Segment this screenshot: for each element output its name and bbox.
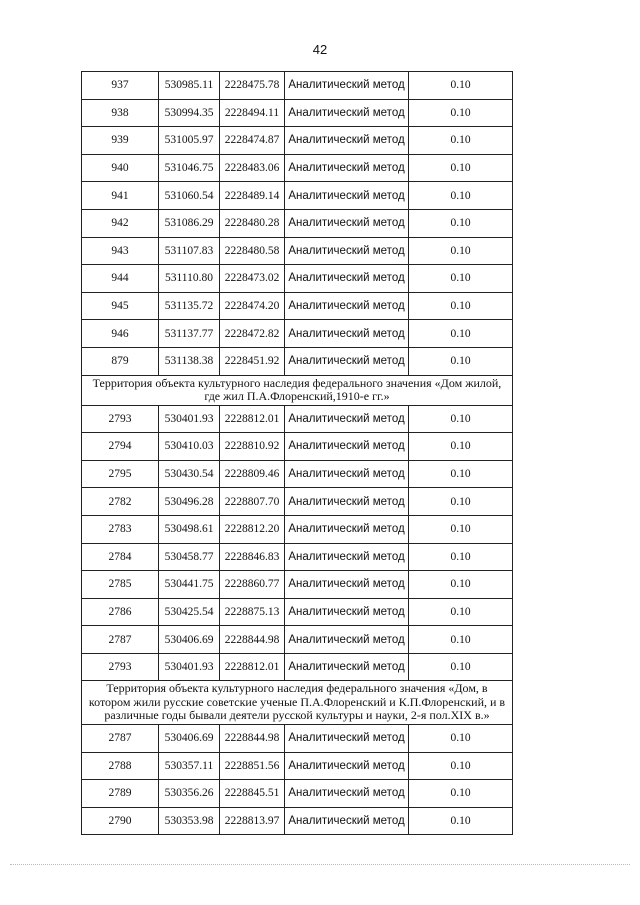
x-coordinate-cell: 530994.35: [159, 99, 220, 127]
y-coordinate-cell: 2228812.01: [220, 405, 285, 433]
table-row: [82, 598, 513, 626]
accuracy-cell: 0.10: [409, 99, 513, 127]
footer-scan-artifact: [10, 864, 630, 867]
point-number-cell: 2790: [82, 807, 159, 835]
y-coordinate-cell: 2228489.14: [220, 182, 285, 210]
y-coordinate-cell: 2228844.98: [220, 724, 285, 752]
point-number-cell: 937: [82, 72, 159, 100]
point-number-cell: 2787: [82, 724, 159, 752]
accuracy-cell: 0.10: [409, 265, 513, 293]
table-row: [82, 405, 513, 433]
table-row: [82, 571, 513, 599]
accuracy-cell: 0.10: [409, 320, 513, 348]
method-cell: Аналитический метод: [285, 292, 409, 320]
point-number-cell: 2793: [82, 405, 159, 433]
table-row: [82, 320, 513, 348]
x-coordinate-cell: 530406.69: [159, 626, 220, 654]
accuracy-cell: 0.10: [409, 598, 513, 626]
point-number-cell: 2795: [82, 460, 159, 488]
method-cell: Аналитический метод: [285, 320, 409, 348]
accuracy-cell: 0.10: [409, 292, 513, 320]
method-cell: Аналитический метод: [285, 99, 409, 127]
table-row: [82, 265, 513, 293]
method-cell: Аналитический метод: [285, 460, 409, 488]
method-cell: Аналитический метод: [285, 807, 409, 835]
x-coordinate-cell: 531137.77: [159, 320, 220, 348]
point-number-cell: 2787: [82, 626, 159, 654]
x-coordinate-cell: 531046.75: [159, 154, 220, 182]
x-coordinate-cell: 531138.38: [159, 347, 220, 375]
point-number-cell: 2784: [82, 543, 159, 571]
method-cell: Аналитический метод: [285, 72, 409, 100]
accuracy-cell: 0.10: [409, 752, 513, 780]
point-number-cell: 939: [82, 127, 159, 155]
table-row: [82, 515, 513, 543]
method-cell: Аналитический метод: [285, 780, 409, 808]
table-row: [82, 127, 513, 155]
coordinates-table: [81, 71, 513, 835]
method-cell: Аналитический метод: [285, 265, 409, 293]
x-coordinate-cell: 531107.83: [159, 237, 220, 265]
point-number-cell: 946: [82, 320, 159, 348]
point-number-cell: 944: [82, 265, 159, 293]
y-coordinate-cell: 2228475.78: [220, 72, 285, 100]
point-number-cell: 2788: [82, 752, 159, 780]
accuracy-cell: 0.10: [409, 626, 513, 654]
table-row: [82, 182, 513, 210]
y-coordinate-cell: 2228845.51: [220, 780, 285, 808]
accuracy-cell: 0.10: [409, 460, 513, 488]
x-coordinate-cell: 531060.54: [159, 182, 220, 210]
y-coordinate-cell: 2228846.83: [220, 543, 285, 571]
point-number-cell: 2794: [82, 433, 159, 461]
x-coordinate-cell: 530401.93: [159, 405, 220, 433]
point-number-cell: 2793: [82, 653, 159, 681]
table-row: [82, 433, 513, 461]
y-coordinate-cell: 2228875.13: [220, 598, 285, 626]
y-coordinate-cell: 2228813.97: [220, 807, 285, 835]
accuracy-cell: 0.10: [409, 127, 513, 155]
table-row: [82, 807, 513, 835]
accuracy-cell: 0.10: [409, 433, 513, 461]
method-cell: Аналитический метод: [285, 237, 409, 265]
method-cell: Аналитический метод: [285, 433, 409, 461]
point-number-cell: 940: [82, 154, 159, 182]
method-cell: Аналитический метод: [285, 127, 409, 155]
accuracy-cell: 0.10: [409, 724, 513, 752]
section-heading: Территория объекта культурного наследия федерального значения «Дом жилой, где жил П.А.Флоренский,1910-е гг.»: [82, 375, 513, 405]
accuracy-cell: 0.10: [409, 515, 513, 543]
x-coordinate-cell: 530441.75: [159, 571, 220, 599]
x-coordinate-cell: 530357.11: [159, 752, 220, 780]
y-coordinate-cell: 2228851.56: [220, 752, 285, 780]
method-cell: Аналитический метод: [285, 515, 409, 543]
accuracy-cell: 0.10: [409, 488, 513, 516]
accuracy-cell: 0.10: [409, 72, 513, 100]
accuracy-cell: 0.10: [409, 571, 513, 599]
accuracy-cell: 0.10: [409, 209, 513, 237]
point-number-cell: 2789: [82, 780, 159, 808]
point-number-cell: 2783: [82, 515, 159, 543]
table-row: [82, 626, 513, 654]
table-row: [82, 653, 513, 681]
y-coordinate-cell: 2228807.70: [220, 488, 285, 516]
coordinates-table-body: [82, 72, 513, 835]
point-number-cell: 2786: [82, 598, 159, 626]
accuracy-cell: 0.10: [409, 237, 513, 265]
y-coordinate-cell: 2228451.92: [220, 347, 285, 375]
table-row: [82, 543, 513, 571]
y-coordinate-cell: 2228483.06: [220, 154, 285, 182]
table-row: [82, 724, 513, 752]
table-row: [82, 488, 513, 516]
method-cell: Аналитический метод: [285, 347, 409, 375]
y-coordinate-cell: 2228812.01: [220, 653, 285, 681]
section-heading-row: [82, 681, 513, 725]
point-number-cell: 943: [82, 237, 159, 265]
table-row: [82, 292, 513, 320]
y-coordinate-cell: 2228844.98: [220, 626, 285, 654]
accuracy-cell: 0.10: [409, 405, 513, 433]
method-cell: Аналитический метод: [285, 626, 409, 654]
point-number-cell: 945: [82, 292, 159, 320]
method-cell: Аналитический метод: [285, 598, 409, 626]
y-coordinate-cell: 2228473.02: [220, 265, 285, 293]
method-cell: Аналитический метод: [285, 488, 409, 516]
x-coordinate-cell: 530353.98: [159, 807, 220, 835]
table-row: [82, 154, 513, 182]
section-heading-row: [82, 375, 513, 405]
x-coordinate-cell: 530985.11: [159, 72, 220, 100]
x-coordinate-cell: 530458.77: [159, 543, 220, 571]
y-coordinate-cell: 2228474.20: [220, 292, 285, 320]
table-row: [82, 347, 513, 375]
x-coordinate-cell: 530425.54: [159, 598, 220, 626]
method-cell: Аналитический метод: [285, 209, 409, 237]
y-coordinate-cell: 2228812.20: [220, 515, 285, 543]
point-number-cell: 942: [82, 209, 159, 237]
accuracy-cell: 0.10: [409, 807, 513, 835]
x-coordinate-cell: 530498.61: [159, 515, 220, 543]
table-row: [82, 99, 513, 127]
point-number-cell: 2782: [82, 488, 159, 516]
x-coordinate-cell: 531005.97: [159, 127, 220, 155]
x-coordinate-cell: 531110.80: [159, 265, 220, 293]
accuracy-cell: 0.10: [409, 154, 513, 182]
method-cell: Аналитический метод: [285, 543, 409, 571]
x-coordinate-cell: 530410.03: [159, 433, 220, 461]
x-coordinate-cell: 530356.26: [159, 780, 220, 808]
x-coordinate-cell: 531086.29: [159, 209, 220, 237]
table-row: [82, 237, 513, 265]
method-cell: Аналитический метод: [285, 182, 409, 210]
y-coordinate-cell: 2228810.92: [220, 433, 285, 461]
table-row: [82, 209, 513, 237]
table-row: [82, 72, 513, 100]
x-coordinate-cell: 530401.93: [159, 653, 220, 681]
point-number-cell: 941: [82, 182, 159, 210]
point-number-cell: 2785: [82, 571, 159, 599]
method-cell: Аналитический метод: [285, 405, 409, 433]
accuracy-cell: 0.10: [409, 347, 513, 375]
y-coordinate-cell: 2228809.46: [220, 460, 285, 488]
method-cell: Аналитический метод: [285, 154, 409, 182]
accuracy-cell: 0.10: [409, 653, 513, 681]
x-coordinate-cell: 530406.69: [159, 724, 220, 752]
method-cell: Аналитический метод: [285, 571, 409, 599]
accuracy-cell: 0.10: [409, 780, 513, 808]
point-number-cell: 938: [82, 99, 159, 127]
accuracy-cell: 0.10: [409, 182, 513, 210]
x-coordinate-cell: 531135.72: [159, 292, 220, 320]
y-coordinate-cell: 2228494.11: [220, 99, 285, 127]
point-number-cell: 879: [82, 347, 159, 375]
y-coordinate-cell: 2228480.58: [220, 237, 285, 265]
table-row: [82, 752, 513, 780]
page-number: 42: [312, 42, 328, 57]
method-cell: Аналитический метод: [285, 724, 409, 752]
x-coordinate-cell: 530496.28: [159, 488, 220, 516]
table-row: [82, 460, 513, 488]
y-coordinate-cell: 2228472.82: [220, 320, 285, 348]
y-coordinate-cell: 2228860.77: [220, 571, 285, 599]
method-cell: Аналитический метод: [285, 752, 409, 780]
section-heading: Территория объекта культурного наследия федерального значения «Дом, в котором жили русские советские ученые П.А.Флоренский и К.П.Флоренский, и в различные годы бывали деятели русской культуры и науки, 2-я пол.XIX в.»: [82, 681, 513, 725]
x-coordinate-cell: 530430.54: [159, 460, 220, 488]
y-coordinate-cell: 2228474.87: [220, 127, 285, 155]
y-coordinate-cell: 2228480.28: [220, 209, 285, 237]
method-cell: Аналитический метод: [285, 653, 409, 681]
table-row: [82, 780, 513, 808]
accuracy-cell: 0.10: [409, 543, 513, 571]
